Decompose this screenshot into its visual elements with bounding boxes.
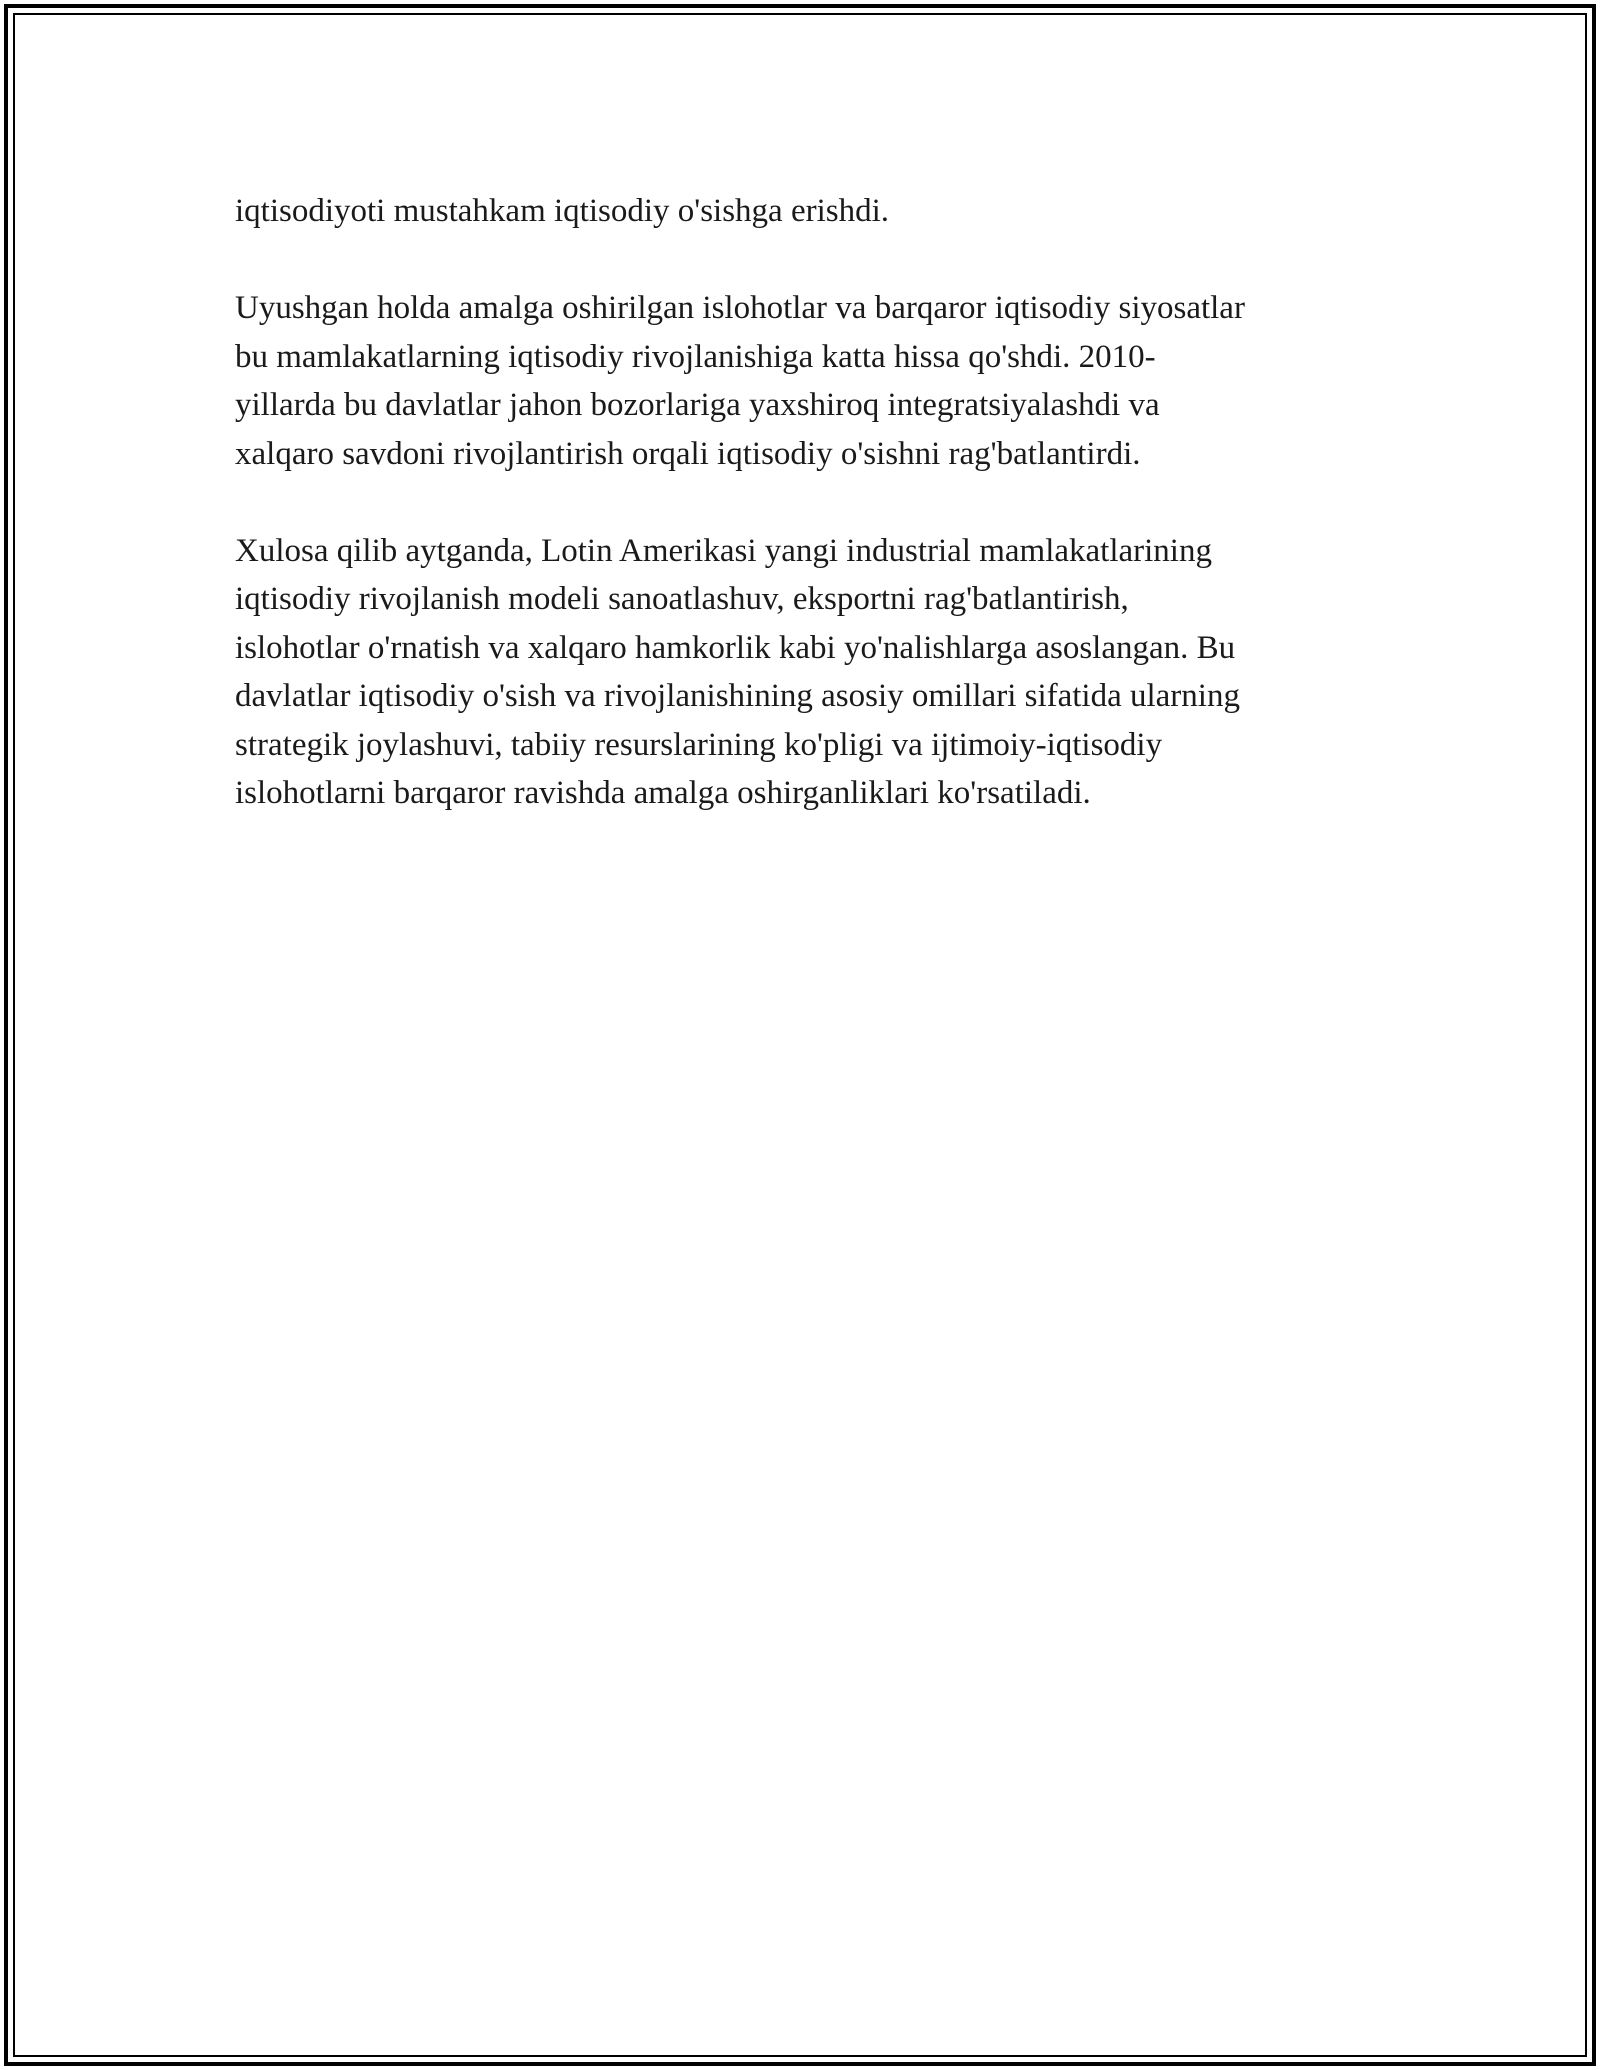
paragraph-line: bu mamlakatlarning iqtisodiy rivojlanishiga katta hissa qo'shdi. 2010- [235, 338, 1156, 375]
paragraph-gap [235, 236, 1385, 285]
paragraph-line: strategik joylashuvi, tabiiy resurslarining ko'pligi va ijtimoiy-iqtisodiy [235, 726, 1163, 763]
paragraph-3 [235, 527, 1385, 818]
paragraph-line: iqtisodiyoti mustahkam iqtisodiy o'sishga erishdi. [235, 193, 890, 229]
paragraph-line: davlatlar iqtisodiy o'sish va rivojlanishining asosiy omillari sifatida ularning [235, 678, 1240, 714]
paragraph-gap [235, 478, 1385, 527]
document-body [235, 187, 1385, 818]
paragraph-2 [235, 284, 1385, 478]
paragraph-line: islohotlar o'rnatish va xalqaro hamkorlik kabi yo'nalishlarga asoslangan. Bu [235, 629, 1236, 666]
paragraph-line: iqtisodiy rivojlanish modeli sanoatlashuv, eksportni rag'batlantirish, [235, 581, 1129, 617]
paragraph-line: xalqaro savdoni rivojlantirish orqali iqtisodiy o'sishni rag'batlantirdi. [235, 435, 1141, 472]
paragraph-line: yillarda bu davlatlar jahon bozorlariga yaxshiroq integratsiyalashdi va [235, 387, 1160, 423]
paragraph-1 [235, 187, 1385, 236]
paragraph-line: Xulosa qilib aytganda, Lotin Amerikasi yangi industrial mamlakatlarining [235, 532, 1212, 569]
paragraph-line: islohotlarni barqaror ravishda amalga oshirganliklari ko'rsatiladi. [235, 775, 1091, 811]
paragraph-line: Uyushgan holda amalga oshirilgan islohotlar va barqaror iqtisodiy siyosatlar [235, 290, 1245, 326]
